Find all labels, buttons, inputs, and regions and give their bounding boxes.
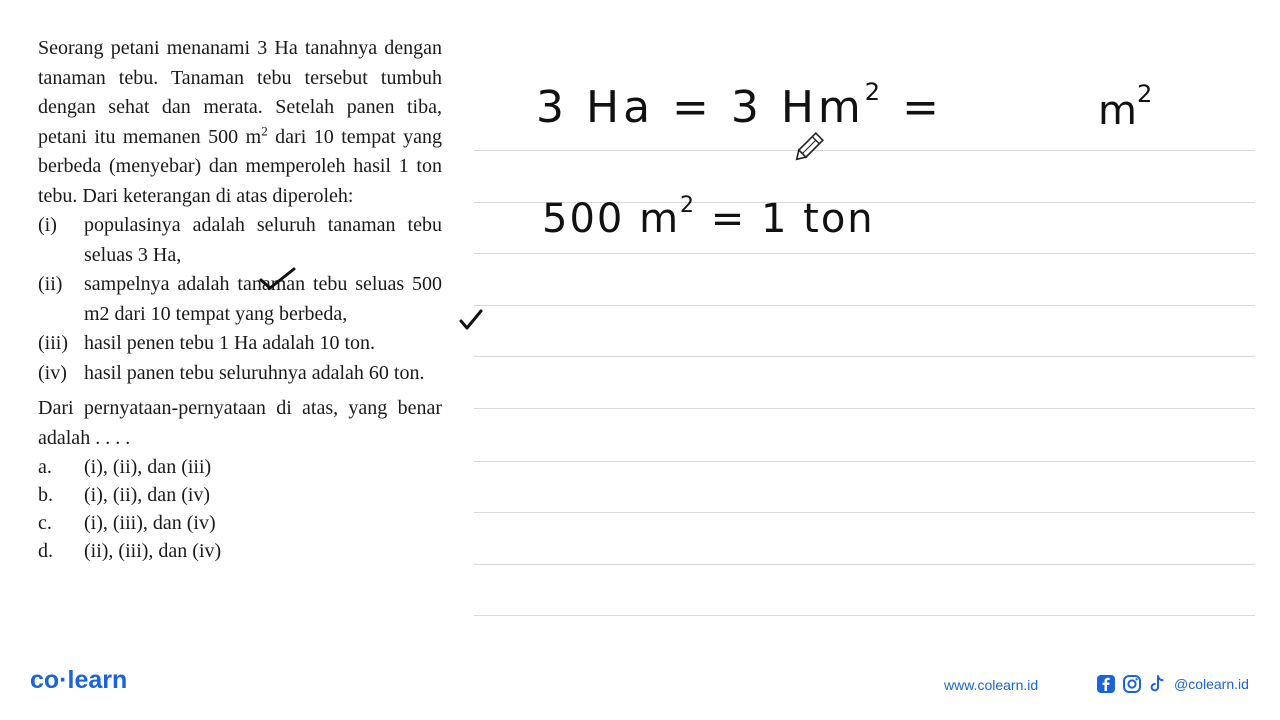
question-panel xyxy=(38,34,442,565)
ruled-line xyxy=(474,564,1255,565)
option-a: a. (i), (ii), dan (iii) xyxy=(38,456,212,478)
social-links xyxy=(1096,674,1249,694)
statement-3: (iii) hasil penen tebu 1 Ha adalah 10 ton. xyxy=(38,332,376,354)
ruled-line xyxy=(474,356,1255,357)
ruled-line xyxy=(474,615,1255,616)
colearn-logo: co·learn xyxy=(30,666,128,694)
statement-1: (i) populasinya adalah seluruh tanaman tebu seluas 3 Ha, xyxy=(38,214,442,266)
ruled-line xyxy=(474,253,1255,254)
handwriting-line-2: 500 $m^2 = 1$ ton xyxy=(542,193,875,242)
ruled-line xyxy=(474,461,1255,462)
statement-2: (ii) sampelnya adalah tanaman tebu seluas 500 m2 dari 10 tempat yang berbeda, xyxy=(38,273,442,325)
option-c: c. (i), (iii), dan (iv) xyxy=(38,512,216,534)
instagram-icon[interactable] xyxy=(1122,674,1142,694)
question-prompt: Dari pernyataan-pernyataan di atas, yang benar adalah . . . . xyxy=(38,397,442,449)
handwriting-line-1: 3 Ha = 3 $Hm^2$ = xyxy=(536,78,943,133)
statement-4: (iv) hasil panen tebu seluruhnya adalah 60 ton. xyxy=(38,361,425,384)
ruled-line xyxy=(474,512,1255,513)
ruled-line xyxy=(474,305,1255,306)
check-icon xyxy=(458,308,484,332)
question-intro: Seorang petani menanami 3 Ha tanahnya dengan tanaman tebu. Tanaman tebu tersebut tumbuh dengan sehat dan merata. Setelah panen tiba, petani itu memanen 500 $m^2$ dari 10 tempat yang berbeda (menyebar) dan memperoleh hasil 1 ton tebu. Dari keterangan di atas diperoleh: xyxy=(38,37,442,207)
pencil-icon xyxy=(790,130,826,166)
option-d: d. (ii), (iii), dan (iv) xyxy=(38,540,222,562)
option-b: b. (i), (ii), dan (iv) xyxy=(38,484,211,506)
social-handle[interactable]: @colearn.id xyxy=(1174,676,1249,692)
ruled-line xyxy=(474,408,1255,409)
handwriting-unit-right: $m^2$ xyxy=(1098,80,1153,134)
tiktok-icon[interactable] xyxy=(1148,674,1166,694)
ruled-line xyxy=(474,150,1255,151)
check-icon xyxy=(258,266,298,292)
facebook-icon[interactable] xyxy=(1096,674,1116,694)
website-link[interactable]: www.colearn.id xyxy=(944,677,1039,693)
